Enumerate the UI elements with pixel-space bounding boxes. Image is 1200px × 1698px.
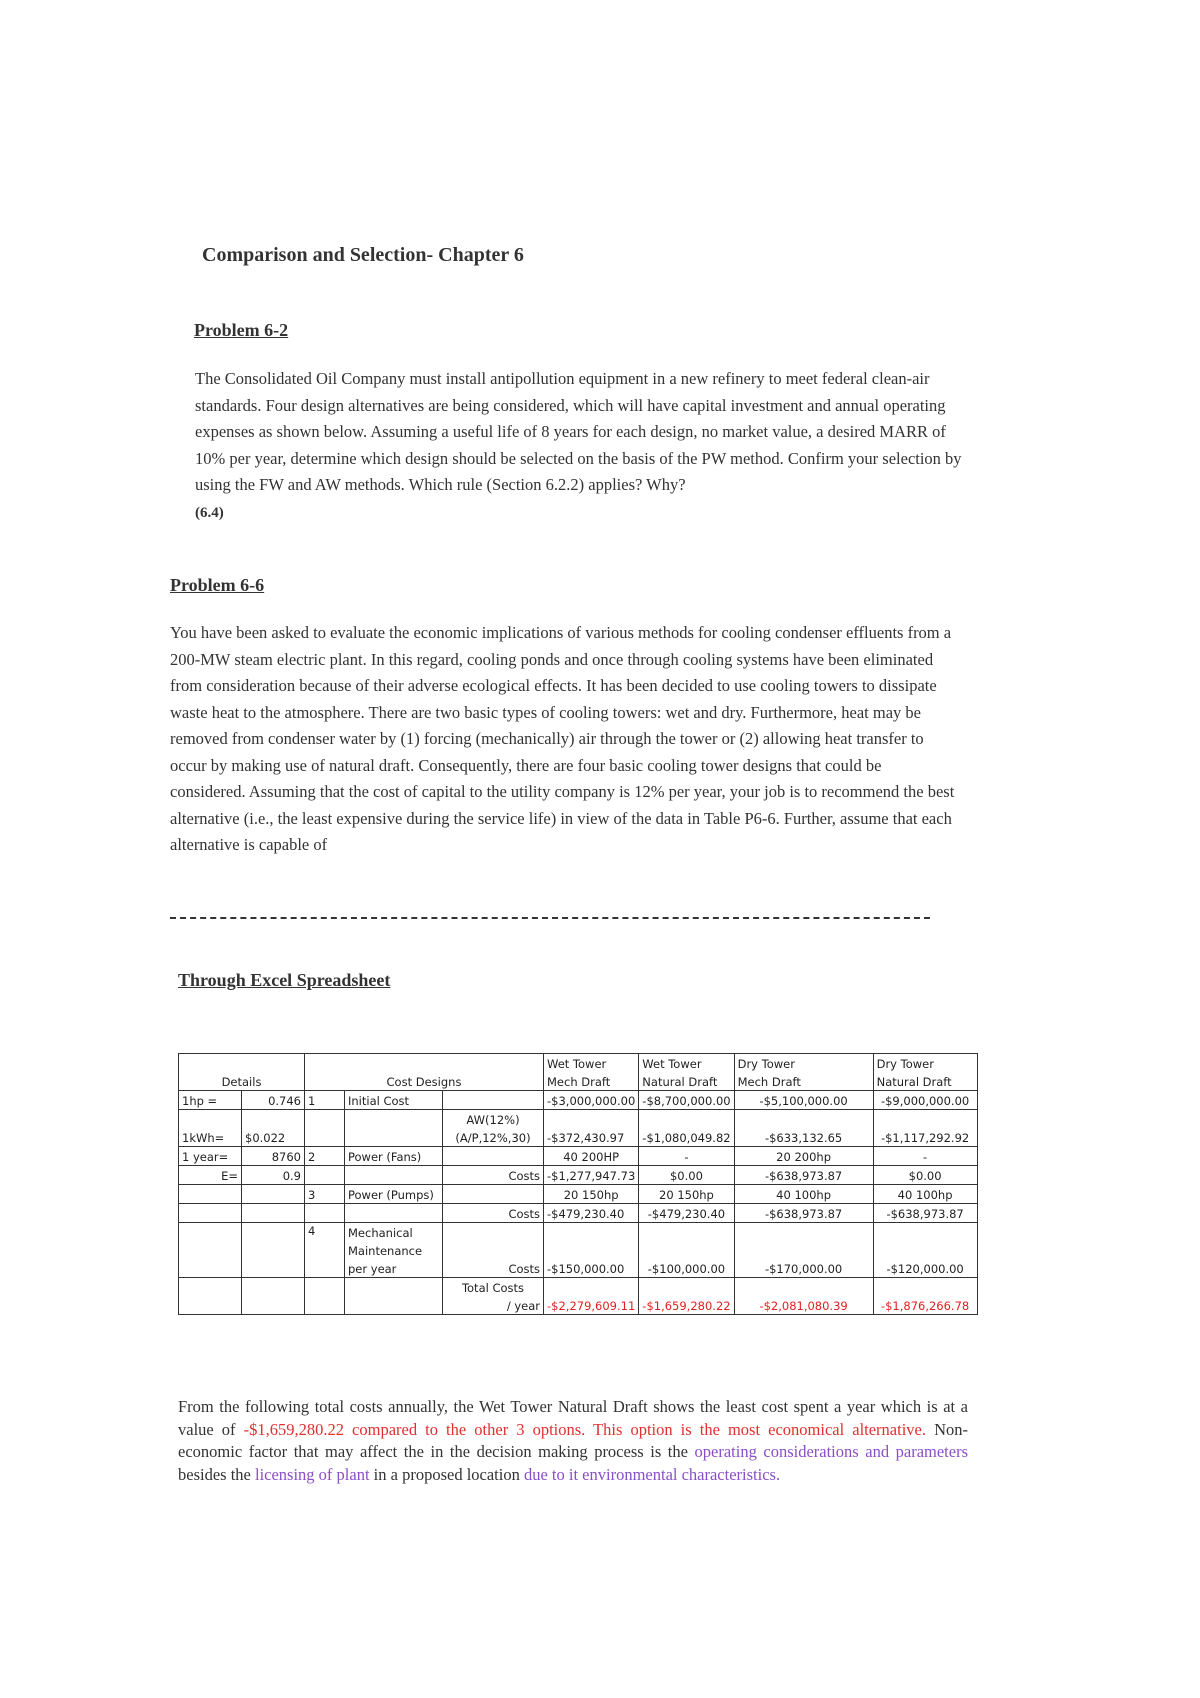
item-number-4: 4	[305, 1223, 345, 1242]
total-costs-label: Total Costs	[443, 1278, 544, 1297]
pumps-costs-label: Costs	[443, 1204, 544, 1223]
per-year-label: / year	[443, 1296, 544, 1315]
fans-costs-dry-mech: -$638,973.87	[734, 1166, 873, 1185]
maint-costs-dry-mech: -$170,000.00	[734, 1259, 873, 1278]
aw-wet-natural: -$1,080,049.82	[639, 1128, 734, 1147]
hp-label: 1hp =	[179, 1091, 242, 1110]
total-dry-mech: -$2,081,080.39	[734, 1296, 873, 1315]
fans-costs-wet-natural: $0.00	[639, 1166, 734, 1185]
aw-label: AW(12%)	[443, 1110, 544, 1129]
fans-hp-wet-mech: 40 200HP	[544, 1147, 639, 1166]
header-dry-mech-line1: Dry Tower	[734, 1054, 873, 1073]
year-value: 8760	[242, 1147, 305, 1166]
e-label: E=	[179, 1166, 242, 1185]
header-dry-natural-line2: Natural Draft	[873, 1072, 977, 1091]
conclusion-part1: From the following total costs annually, the Wet Tower Natural Draft shows the least cost spent a year which is at a value of	[178, 1397, 968, 1439]
initial-cost-dry-mech: -$5,100,000.00	[734, 1091, 873, 1110]
conclusion-part3: besides the	[178, 1464, 255, 1484]
pumps-hp-dry-mech: 40 100hp	[734, 1185, 873, 1204]
header-wet-natural-line1: Wet Tower	[639, 1054, 734, 1073]
aw-wet-mech: -$372,430.97	[544, 1128, 639, 1147]
pumps-hp-wet-mech: 20 150hp	[544, 1185, 639, 1204]
problem-6-2-body: The Consolidated Oil Company must install antipollution equipment in a new refinery to meet federal clean-air standards. Four design alternatives are being considered, which will have capital investment and annual operating expenses as shown below. Assuming a useful life of 8 years for each design, no market value, a desired MARR of 10% per year, determine which design should be selected on the basis of the PW method. Confirm your selection by using the FW and AW methods. Which rule (Section 6.2.2) applies? Why?	[195, 369, 962, 494]
year-label: 1 year=	[179, 1147, 242, 1166]
header-dry-mech-line2: Mech Draft	[734, 1072, 873, 1091]
pumps-costs-dry-mech: -$638,973.87	[734, 1204, 873, 1223]
ap-factor-label: (A/P,12%,30)	[443, 1128, 544, 1147]
conclusion-highlight-licensing: licensing of plant	[254, 1464, 370, 1484]
fans-costs-dry-natural: $0.00	[873, 1166, 977, 1185]
header-wet-natural-line2: Natural Draft	[639, 1072, 734, 1091]
cut-off-text-line	[170, 917, 930, 919]
item-number-3: 3	[305, 1185, 345, 1204]
maint-label-line1: Mechanical	[345, 1223, 443, 1242]
kwh-value: $0.022	[242, 1128, 305, 1147]
conclusion-highlight-environment: due to it environmental characteristics.	[523, 1464, 781, 1484]
header-wet-mech-line2: Mech Draft	[544, 1072, 639, 1091]
pumps-costs-dry-natural: -$638,973.87	[873, 1204, 977, 1223]
fans-costs-label: Costs	[443, 1166, 544, 1185]
initial-cost-dry-natural: -$9,000,000.00	[873, 1091, 977, 1110]
pumps-hp-dry-natural: 40 100hp	[873, 1185, 977, 1204]
maint-costs-dry-natural: -$120,000.00	[873, 1259, 977, 1278]
hp-value: 0.746	[242, 1091, 305, 1110]
pumps-costs-wet-mech: -$479,230.40	[544, 1204, 639, 1223]
conclusion-part2: Non-economic factor that may affect the in the decision making process is the	[178, 1419, 968, 1461]
pumps-hp-wet-natural: 20 150hp	[639, 1185, 734, 1204]
aw-dry-natural: -$1,117,292.92	[873, 1128, 977, 1147]
pumps-costs-wet-natural: -$479,230.40	[639, 1204, 734, 1223]
initial-cost-label: Initial Cost	[345, 1091, 443, 1110]
initial-cost-wet-natural: -$8,700,000.00	[639, 1091, 734, 1110]
fans-hp-dry-mech: 20 200hp	[734, 1147, 873, 1166]
conclusion-paragraph	[178, 1396, 968, 1486]
conclusion-highlight-red: -$1,659,280.22 compared to the other 3 options. This option is the most economical alternative.	[243, 1419, 926, 1439]
kwh-label: 1kWh=	[179, 1128, 242, 1147]
pumps-label: Power (Pumps)	[345, 1185, 443, 1204]
maint-costs-label: Costs	[443, 1259, 544, 1278]
item-number-2: 2	[305, 1147, 345, 1166]
maint-label-line3: per year	[345, 1259, 443, 1278]
initial-cost-wet-mech: -$3,000,000.00	[544, 1091, 639, 1110]
cost-designs-header: Cost Designs	[305, 1072, 544, 1091]
details-header: Details	[179, 1072, 305, 1091]
problem-6-6-text: You have been asked to evaluate the economic implications of various methods for cooling condenser effluents from a 200-MW steam electric plant. In this regard, cooling ponds and once through cooling systems have been eliminated from consideration because of their adverse ecological effects. It has been decided to use cooling towers to dissipate waste heat to the atmosphere. There are two basic types of cooling towers: wet and dry. Furthermore, heat may be removed from condenser water by (1) forcing (mechanically) air through the tower or (2) allowing heat transfer to occur by making use of natural draft. Consequently, there are four basic cooling tower designs that could be considered. Assuming that the cost of capital to the utility company is 12% per year, your job is to recommend the best alternative (i.e., the least expensive during the service life) in view of the data in Table P6-6. Further, assume that each alternative is capable of	[170, 623, 955, 854]
excel-heading: Through Excel Spreadsheet	[178, 970, 391, 990]
item-number-1: 1	[305, 1091, 345, 1110]
fans-costs-wet-mech: -$1,277,947.73	[544, 1166, 639, 1185]
cost-spreadsheet	[178, 1053, 978, 1315]
total-wet-mech: -$2,279,609.11	[544, 1296, 639, 1315]
problem-6-2-reference: (6.4)	[195, 504, 224, 521]
conclusion-part4: in a proposed location	[369, 1464, 524, 1484]
e-value: 0.9	[242, 1166, 305, 1185]
header-wet-mech-line1: Wet Tower	[544, 1054, 639, 1073]
fans-hp-wet-natural: -	[639, 1147, 734, 1166]
total-dry-natural: -$1,876,266.78	[873, 1296, 977, 1315]
header-dry-natural-line1: Dry Tower	[873, 1054, 977, 1073]
maint-costs-wet-natural: -$100,000.00	[639, 1259, 734, 1278]
maint-label-line2: Maintenance	[345, 1241, 443, 1259]
fans-label: Power (Fans)	[345, 1147, 443, 1166]
total-wet-natural: -$1,659,280.22	[639, 1296, 734, 1315]
problem-6-6-heading: Problem 6-6	[170, 575, 265, 595]
page-title: Comparison and Selection- Chapter 6	[202, 244, 524, 266]
fans-hp-dry-natural: -	[873, 1147, 977, 1166]
conclusion-highlight-operating: operating considerations and parameters	[694, 1442, 968, 1461]
maint-costs-wet-mech: -$150,000.00	[544, 1259, 639, 1278]
problem-6-2-text	[195, 366, 975, 526]
problem-6-2-heading: Problem 6-2	[194, 320, 289, 340]
aw-dry-mech: -$633,132.65	[734, 1128, 873, 1147]
